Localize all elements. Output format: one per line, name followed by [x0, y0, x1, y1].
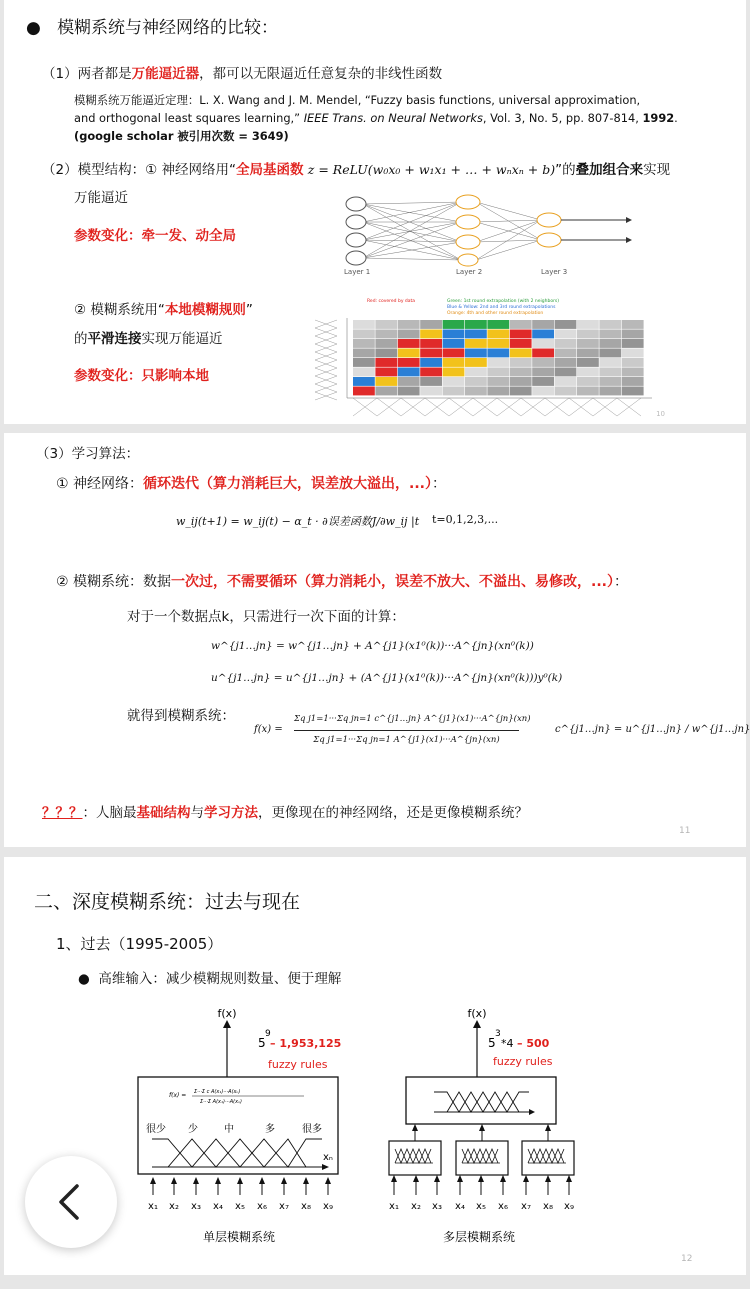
- grid-cell: [398, 320, 420, 329]
- grid-cell: [622, 330, 644, 339]
- svg-text:很多: 很多: [302, 1124, 322, 1135]
- input-arrow-head: [413, 1175, 419, 1182]
- grid-cell: [398, 349, 420, 358]
- svg-text:少: 少: [188, 1124, 198, 1135]
- slide-2: [4, 433, 750, 847]
- fuzzy-learning: ② 模糊系统：数据一次过，不需要循环（算力消耗小，误差不放大、不溢出、易修改，...）：: [56, 574, 628, 590]
- single-layer-fuzzy-diagram: [124, 997, 354, 1247]
- grid-cell: [375, 387, 397, 396]
- input-arrow-head: [434, 1175, 440, 1182]
- grid-cell: [577, 358, 599, 367]
- grid-cell: [420, 368, 442, 377]
- grid-cell: [487, 358, 509, 367]
- grid-cell: [599, 339, 621, 348]
- slide1-title: 模糊系统与神经网络的比较：: [57, 18, 279, 38]
- grid-cell: [487, 330, 509, 339]
- multi-layer-caption: 多层模糊系统: [442, 1230, 516, 1244]
- grid-cell: [555, 330, 577, 339]
- grid-cell: [375, 349, 397, 358]
- grid-cell: [599, 358, 621, 367]
- input-label: x₉: [564, 1201, 574, 1212]
- input-arrow-head: [215, 1177, 221, 1184]
- grid-cell: [622, 377, 644, 386]
- grid-cell: [555, 387, 577, 396]
- svg-text:Green: 1st round extrapolation: Green: 1st round extrapolation (with 2 neighbors): [447, 299, 560, 304]
- grid-cell: [353, 377, 375, 386]
- grid-cell: [443, 320, 465, 329]
- grid-cell: [532, 330, 554, 339]
- right-input-arrows: [389, 1175, 574, 1212]
- input-label: x₉: [323, 1201, 333, 1212]
- bullet: ●: [26, 18, 41, 38]
- relu-formula: z = ReLU(w₀x₀ + w₁x₁ + … + wₙxₙ + b): [307, 162, 556, 177]
- input-label: x₂: [169, 1201, 179, 1212]
- grid-cell: [487, 387, 509, 396]
- grid-cell: [465, 358, 487, 367]
- grid-cell: [622, 320, 644, 329]
- grid-cell: [622, 387, 644, 396]
- grid-cell: [532, 339, 554, 348]
- grid-cell: [465, 349, 487, 358]
- input-label: x₇: [521, 1201, 531, 1212]
- sub-output-arrow-head: [412, 1124, 418, 1131]
- grid-cell: [420, 377, 442, 386]
- svg-text:fuzzy rules: fuzzy rules: [268, 1058, 328, 1071]
- grid-cell: [353, 320, 375, 329]
- grid-cell: [532, 377, 554, 386]
- fuzzy-param-change: 参数变化：只影响本地: [74, 368, 209, 384]
- grid-cell: [375, 320, 397, 329]
- grid-cell: [599, 349, 621, 358]
- grid-cell: [510, 330, 532, 339]
- grid-cell: [599, 387, 621, 396]
- input-arrow-head: [193, 1177, 199, 1184]
- grid-cell: [420, 330, 442, 339]
- grid-cell: [353, 387, 375, 396]
- svg-text:Orange: 4th and other round ex: Orange: 4th and other round extrapolation: [447, 311, 544, 316]
- svg-text:多: 多: [265, 1124, 275, 1135]
- input-arrow-head: [171, 1177, 177, 1184]
- grid-cell: [398, 358, 420, 367]
- update-eq-u: u^{j1…jn} = u^{j1…jn} + (A^{j1}(x1⁰(k))···A^{jn}(xn⁰(k)))y⁰(k): [211, 672, 563, 684]
- nn-update-rule: w_ij(t+1) = w_ij(t) − α_t · ∂误差函数J/∂w_ij |t: [176, 515, 420, 528]
- grid-cell: [465, 339, 487, 348]
- grid-cell: [487, 339, 509, 348]
- input-label: x₁: [148, 1201, 158, 1212]
- input-arrow-head: [150, 1177, 156, 1184]
- grid-cell: [443, 368, 465, 377]
- grid-cell: [375, 330, 397, 339]
- slide2-page-number: 11: [679, 826, 691, 836]
- fuzzy-system-formula: f(x) =: [254, 724, 283, 735]
- grid-cell: [420, 320, 442, 329]
- input-label: x₆: [257, 1201, 267, 1212]
- grid-cell: [532, 358, 554, 367]
- input-label: x₄: [455, 1201, 465, 1212]
- grid-cell: [443, 349, 465, 358]
- grid-cell: [443, 330, 465, 339]
- c-definition: c^{j1…jn} = u^{j1…jn} / w^{j1…jn}: [555, 724, 750, 735]
- grid-cell: [375, 368, 397, 377]
- grid-cell: [398, 377, 420, 386]
- layer-2-label: Layer 2: [456, 268, 483, 276]
- svg-text:f(x) =: f(x) =: [169, 1092, 187, 1099]
- grid-cell: [555, 339, 577, 348]
- grid-cell: [443, 358, 465, 367]
- svg-text:Σ···Σ c A(x₁)···A(xₙ): Σ···Σ c A(x₁)···A(xₙ): [194, 1089, 241, 1095]
- svg-text:fuzzy rules: fuzzy rules: [493, 1055, 553, 1068]
- formula-numerator: Σq j1=1···Σq jn=1 c^{j1…jn} A^{j1}(x1)···A^{jn}(xn): [294, 714, 531, 724]
- input-arrow-head: [457, 1175, 463, 1182]
- grid-cell: [398, 387, 420, 396]
- grid-cell: [353, 349, 375, 358]
- fuzzy-structure: ② 模糊系统用“本地模糊规则”: [74, 302, 253, 318]
- svg-text:Blue & Yellow: 2nd and 3rd rou: Blue & Yellow: 2nd and 3rd round extrapolations: [447, 305, 556, 310]
- question-line: ？？？：人脑最基础结构与学习方法，更像现在的神经网络，还是更像模糊系统？: [42, 805, 528, 821]
- grid-cell: [577, 368, 599, 377]
- grid-cell: [353, 368, 375, 377]
- input-label: x₃: [191, 1201, 201, 1212]
- grid-cell: [465, 387, 487, 396]
- grid-cell: [375, 377, 397, 386]
- input-arrow-head: [259, 1177, 265, 1184]
- right-fx-label: f(x): [467, 1007, 487, 1020]
- single-pass-note: 对于一个数据点k，只需进行一次下面的计算：: [127, 609, 405, 625]
- left-input-arrows: [148, 1177, 333, 1212]
- grid-cell: [510, 358, 532, 367]
- fuzzy-grid-cells: [353, 320, 644, 395]
- grid-cell: [420, 387, 442, 396]
- grid-cell: [622, 368, 644, 377]
- svg-text:9: 9: [265, 1029, 271, 1039]
- grid-cell: [420, 339, 442, 348]
- svg-text:3: 3: [495, 1029, 501, 1039]
- slide3-subtitle: 1、过去（1995-2005）: [56, 935, 223, 953]
- input-label: x₈: [301, 1201, 311, 1212]
- grid-cell: [353, 330, 375, 339]
- grid-cell: [577, 387, 599, 396]
- single-layer-caption: 单层模糊系统: [202, 1230, 276, 1244]
- input-label: x₅: [476, 1201, 486, 1212]
- chevron-left-icon: [55, 1182, 85, 1222]
- grid-cell: [487, 377, 509, 386]
- grid-cell: [555, 377, 577, 386]
- grid-cell: [465, 320, 487, 329]
- sub-fuzzy-systems: [389, 1124, 574, 1175]
- grid-cell: [375, 358, 397, 367]
- slide1-title-row: [26, 13, 278, 38]
- left-fx-label: f(x): [217, 1007, 237, 1020]
- input-arrow-head: [303, 1177, 309, 1184]
- slide-1: ● 模糊系统与神经网络的比较： （1）两者都是万能逼近器，都可以无限逼近任意复杂的非线性函数 模糊系统万能逼近定理：L. X. Wang and J. M. Mendel, “Fuzzy basis functions, universal approximation, and orthogonal least squares learning,” IEEE Trans. on Neural Networks, Vol. 3, No. 5, pp. 807-814, 1992. (google scholar 被引用次数 = 3649) （2）模型结构：① 神经网络用“全局基函数 z = ReLU(w₀x₀ + w₁x₁ + … + wₙxₙ + b)”的叠加组合来实现 万能逼近 参数变化：牵一发、动全局 Layer 1 Layer 2 Layer 3 ② 模糊系统用“本地模糊规则” 的平滑连接实现万能逼近 参数变化：只影响本地 Red: covered by data Green: 1st round extrapolation (with 2 neighbors) Blue & Yellow: 2nd and 3rd round extrapolations Orange: 4th and other round extrapolation 10: [4, 0, 746, 424]
- grid-cell: [465, 377, 487, 386]
- grid-cell: [420, 349, 442, 358]
- formula-denominator: Σq j1=1···Σq jn=1 A^{j1}(x1)···A^{jn}(xn): [313, 735, 500, 745]
- input-arrow-head: [325, 1177, 331, 1184]
- layer-1-label: Layer 1: [344, 268, 371, 276]
- slide3-page-number: 12: [681, 1254, 693, 1264]
- multi-layer-fuzzy-diagram: [379, 997, 599, 1247]
- point-1: （1）两者都是万能逼近器，都可以无限逼近任意复杂的非线性函数: [42, 66, 443, 82]
- input-label: x₄: [213, 1201, 223, 1212]
- grid-cell: [622, 358, 644, 367]
- sub-output-arrow-head: [545, 1124, 551, 1131]
- grid-cell: [465, 368, 487, 377]
- grid-cell: [555, 358, 577, 367]
- input-label: x₁: [389, 1201, 399, 1212]
- grid-cell: [510, 349, 532, 358]
- grid-cell: [577, 349, 599, 358]
- svg-text:5: 5: [488, 1036, 496, 1050]
- svg-text:5: 5: [258, 1036, 266, 1050]
- grid-cell: [510, 320, 532, 329]
- input-label: x₈: [543, 1201, 553, 1212]
- fuzzy-rule-grid-diagram: [307, 294, 667, 422]
- input-label: x₆: [498, 1201, 508, 1212]
- grid-cell: [443, 377, 465, 386]
- input-arrow-head: [545, 1175, 551, 1182]
- grid-cell: [622, 349, 644, 358]
- back-button[interactable]: [25, 1156, 117, 1248]
- grid-cell: [487, 320, 509, 329]
- iteration-index: t=0,1,2,3,...: [432, 513, 499, 526]
- grid-cell: [510, 368, 532, 377]
- grid-cell: [577, 377, 599, 386]
- slide1-page-number: 10: [656, 410, 665, 418]
- layer-3-label: Layer 3: [541, 268, 568, 276]
- input-label: x₇: [279, 1201, 289, 1212]
- input-arrow-head: [478, 1175, 484, 1182]
- update-eq-w: w^{j1…jn} = w^{j1…jn} + A^{j1}(x1⁰(k))···A^{jn}(xn⁰(k)): [211, 640, 534, 652]
- fraction-bar: [294, 730, 519, 731]
- svg-text:很少: 很少: [146, 1124, 166, 1135]
- grid-cell: [398, 330, 420, 339]
- input-label: x₅: [235, 1201, 245, 1212]
- grid-cell: [443, 339, 465, 348]
- nn-learning: ① 神经网络：循环迭代（算力消耗巨大，误差放大溢出，...）：: [56, 476, 446, 492]
- input-arrow-head: [523, 1175, 529, 1182]
- grid-cell: [599, 320, 621, 329]
- input-label: x₃: [432, 1201, 442, 1212]
- left-rules-count: – 1,953,125: [270, 1037, 342, 1050]
- grid-cell: [577, 339, 599, 348]
- input-arrow-head: [391, 1175, 397, 1182]
- xn-axis-label: xₙ: [323, 1152, 333, 1163]
- grid-cell: [577, 320, 599, 329]
- input-arrow-head: [281, 1177, 287, 1184]
- grid-cell: [510, 339, 532, 348]
- slide2-heading: （3）学习算法：: [36, 446, 140, 462]
- svg-text:中: 中: [224, 1124, 234, 1135]
- result-label: 就得到模糊系统：: [127, 708, 235, 724]
- point-2: （2）模型结构：① 神经网络用“全局基函数 z = ReLU(w₀x₀ + w₁x₁ + … + wₙxₙ + b)”的叠加组合来实现: [42, 162, 671, 178]
- grid-cell: [555, 320, 577, 329]
- grid-cell: [555, 349, 577, 358]
- right-rules-count: – 500: [517, 1037, 550, 1050]
- grid-cell: [599, 377, 621, 386]
- slide3-title: 二、深度模糊系统：过去与现在: [34, 891, 301, 913]
- input-arrow-head: [500, 1175, 506, 1182]
- grid-cell: [599, 368, 621, 377]
- grid-cell: [353, 358, 375, 367]
- grid-cell: [532, 368, 554, 377]
- grid-cell: [555, 368, 577, 377]
- input-arrow-head: [566, 1175, 572, 1182]
- neural-network-diagram: [336, 190, 636, 282]
- grid-cell: [487, 368, 509, 377]
- nn-param-change: 参数变化：牵一发、动全局: [74, 228, 236, 244]
- grid-cell: [443, 387, 465, 396]
- citation: 模糊系统万能逼近定理：L. X. Wang and J. M. Mendel, “Fuzzy basis functions, universal approximation, and orthogonal least squares learning,” IEEE Trans. on Neural Networks, Vol. 3, No. 5, pp. 807-814, 1992. (google scholar 被引用次数 = 3649): [74, 93, 678, 143]
- svg-text:Red: covered by data: Red: covered by data: [367, 299, 416, 304]
- svg-text:*4: *4: [501, 1037, 514, 1050]
- grid-cell: [487, 349, 509, 358]
- grid-cell: [599, 330, 621, 339]
- grid-cell: [577, 330, 599, 339]
- grid-cell: [532, 387, 554, 396]
- grid-cell: [375, 339, 397, 348]
- svg-text:Σ···Σ A(x₁)···A(xₙ): Σ···Σ A(x₁)···A(xₙ): [200, 1099, 243, 1105]
- grid-cell: [510, 377, 532, 386]
- sub-output-arrow-head: [479, 1124, 485, 1131]
- grid-cell: [398, 368, 420, 377]
- slide3-bullet: ● 高维输入：减少模糊规则数量、便于理解: [78, 971, 342, 987]
- grid-cell: [420, 358, 442, 367]
- input-arrow-head: [237, 1177, 243, 1184]
- grid-cell: [465, 330, 487, 339]
- grid-cell: [622, 339, 644, 348]
- grid-cell: [398, 339, 420, 348]
- input-label: x₂: [411, 1201, 421, 1212]
- grid-cell: [532, 320, 554, 329]
- grid-cell: [353, 339, 375, 348]
- grid-cell: [510, 387, 532, 396]
- grid-cell: [532, 349, 554, 358]
